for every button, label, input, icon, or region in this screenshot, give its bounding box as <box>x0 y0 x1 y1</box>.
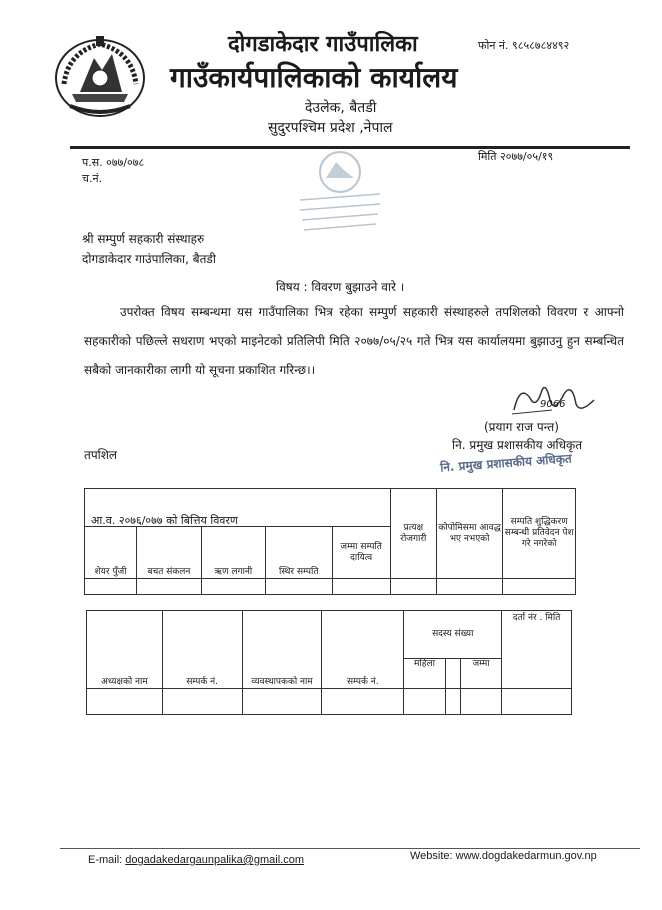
signatory-designation: नि. प्रमुख प्रशासकीय अधिकृत <box>452 438 583 452</box>
municipality-name: दोगडाकेदार गाउँपालिका <box>228 32 418 57</box>
table2-cell <box>242 689 322 715</box>
nepal-emblem <box>50 32 150 122</box>
table1-col-loan-investment: ऋण लगानी <box>201 527 265 579</box>
table1-col-copomis: कोपोमिसमा आवद्ध भए नभएको <box>436 489 502 579</box>
cooperative-contacts-table <box>86 610 572 715</box>
table2-col-total: जम्मा <box>460 659 501 689</box>
table2-col-blank <box>445 659 460 689</box>
footer-email <box>88 854 304 866</box>
table2-cell <box>162 689 242 715</box>
table1-caption: आ.व. २०७६/०७७ को बित्तिय विवरण <box>85 489 391 527</box>
table1-col-asset-report: सम्पति शुद्धिकरण सम्बन्धी प्रतिवेदन पेश गरे नगरेको <box>503 489 576 579</box>
email-label: E-mail: <box>88 854 123 866</box>
table1-col-fixed-assets: स्थिर सम्पति <box>266 527 332 579</box>
subject-line: विषय : विवरण बुझाउने वारे । <box>276 280 405 294</box>
table2-cell <box>87 689 163 715</box>
table1-cell <box>85 579 137 595</box>
financial-details-table <box>84 488 576 595</box>
table2-member-group: सदस्य संख्या <box>404 611 502 659</box>
table1-cell <box>201 579 265 595</box>
table2-col-chair-name: अध्यक्षको नाम <box>87 611 163 689</box>
website-label: Website: <box>410 850 453 862</box>
email-link[interactable]: dogadakedargaunpalika@gmail.com <box>125 854 305 866</box>
address-line2: सुदुरपश्चिम प्रदेश ,नेपाल <box>268 120 393 136</box>
table2-col-contact1: सम्पर्क नं. <box>162 611 242 689</box>
table1-col-direct-employment: प्रत्यक्ष रोजगारी <box>390 489 436 579</box>
table2-cell <box>502 689 572 715</box>
table2-col-registration: दर्ता नंर . मिति <box>502 611 572 689</box>
footer-website <box>410 850 597 862</box>
table2-cell <box>404 689 445 715</box>
address-line1: देउलेक, बैतडी <box>305 100 377 116</box>
signatory-name: (प्रयाग राज पन्त) <box>484 420 559 434</box>
recipient-line2: दोगडाकेदार गाउंपालिका, बैतडी <box>82 252 216 266</box>
recipient-line1: श्री सम्पुर्ण सहकारी संस्थाहरु <box>82 232 205 246</box>
table2-cell <box>322 689 404 715</box>
table1-col-share-capital: शेयर पुँजी <box>85 527 137 579</box>
table2-col-contact2: सम्पर्क नं. <box>322 611 404 689</box>
signature-number: 9066 <box>540 399 566 410</box>
table1-cell <box>332 579 390 595</box>
office-name: गाउँकार्यपालिकाको कार्यालय <box>170 61 458 94</box>
table1-col-total-liabilities: जम्मा सम्पति दायित्व <box>332 527 390 579</box>
table1-col-savings: बचत संकलन <box>137 527 201 579</box>
body-paragraph: उपरोक्त विषय सम्बन्धमा यस गाउँपालिका भित्र रहेका सम्पुर्ण सहकारी संस्थाहरुले तपशिलको विवरण र आफ्नो सहकारीको पछिल्ले सधराण भएको माइनेटको प्रतिलिपी मिति २०७७/०५/२५ गते भित्र यस कार्यालयमा बुझाउनु हुन सम्बन्धित सबैको जानकारीका लागी यो सूचना प्रकाशित गरिन्छ।। <box>84 305 624 377</box>
table2-col-female: महिला <box>404 659 445 689</box>
designation-stamp: नि. प्रमुख प्रशासकीय अधिकृत <box>439 451 573 475</box>
footer-divider <box>60 848 640 849</box>
website-link[interactable]: www.dogdakedarmun.gov.np <box>455 850 597 862</box>
table2-cell <box>445 689 460 715</box>
table2-col-manager-name: व्यवस्थापकको नाम <box>242 611 322 689</box>
phone-number: फोन नं. ९८५८७८४४९२ <box>478 39 570 52</box>
table2-cell <box>460 689 501 715</box>
table1-cell <box>390 579 436 595</box>
table1-cell <box>137 579 201 595</box>
dispatch-number: च.नं. <box>82 172 103 185</box>
office-seal <box>290 148 390 238</box>
table1-cell <box>436 579 502 595</box>
table1-cell <box>503 579 576 595</box>
reference-number: प.स. ०७७/०७८ <box>82 156 145 169</box>
tapasil-label: तपशिल <box>84 448 118 462</box>
letter-date: मिति २०७७/०५/१९ <box>478 150 554 163</box>
table1-cell <box>266 579 332 595</box>
